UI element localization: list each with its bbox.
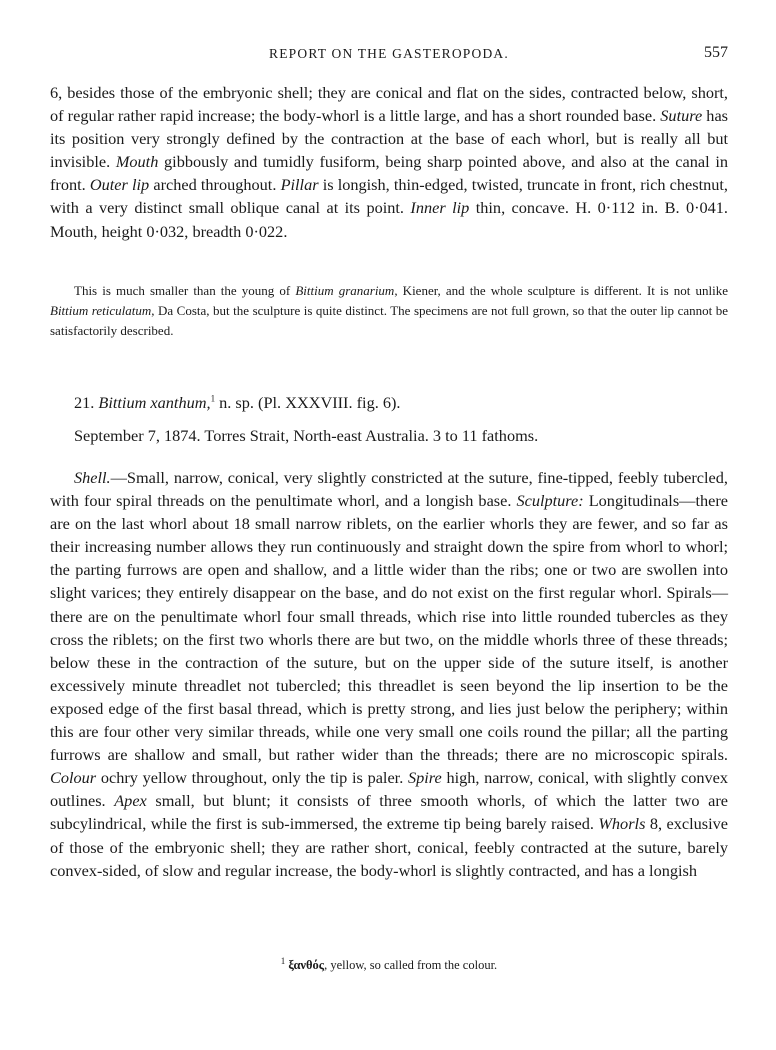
footnote-marker: 1 <box>280 955 286 966</box>
pillar-label: Pillar <box>280 175 319 195</box>
species-ref-reticulatum: Bittium reticulatum <box>50 303 152 318</box>
remark-note: This is much smaller than the young of Bittium granarium, Kiener, and the whole sculpture is different. It is not unlike Bittium reticulatum, Da Costa, but the sculpture is quite distinct. The specimens are not full grown, so that the outer lip cannot be satisfactorily described. <box>50 283 729 338</box>
apex-label: Apex <box>114 791 147 811</box>
species-heading: 21. Bittium xanthum,$^1$ n. sp. (Pl. XXXVIII. fig. 6). <box>74 393 401 412</box>
page-header <box>50 44 728 66</box>
footnote-ref: 1 <box>210 393 216 404</box>
page-number: 557 <box>704 44 728 61</box>
continued-description: 6, besides those of the embryonic shell; they are conical and flat on the sides, contracted below, short, of regular rather rapid increase; the body-whorl is a little large, and has a short rounded base. Suture has its position very strongly defined by the contraction at the base of each whorl, but is really all but invisible. Mouth gibbously and tumidly fusiform, being sharp pointed above, and also at the canal in front. Outer lip arched throughout. Pillar is longish, thin-edged, twisted, truncate in front, rich chestnut, with a very distinct small oblique canal at its point. Inner lip thin, concave. H. 0·112 in. B. 0·041. Mouth, height 0·032, breadth 0·022. <box>50 83 729 241</box>
species-name: Bittium xanthum, <box>98 393 211 412</box>
running-head: REPORT ON THE GASTEROPODA. <box>269 46 509 61</box>
outer-lip-label: Outer lip <box>89 175 150 195</box>
species-ref-granarium: Bittium granarium <box>295 283 395 298</box>
shell-label: Shell. <box>74 468 111 487</box>
whorls-label: Whorls <box>598 814 646 834</box>
mouth-label: Mouth <box>115 152 159 172</box>
colour-label: Colour <box>50 768 97 788</box>
suture-label: Suture <box>660 106 703 126</box>
inner-lip-label: Inner lip <box>410 198 470 218</box>
shell-description: Shell.—Small, narrow, conical, very slightly constricted at the suture, fine-tipped, feebly tubercled, with four spiral threads on the penultimate whorl, and a longish base. Sculpture: Longitudinals—there are on the last whorl about 18 small narrow riblets, on the earlier whorls they are fewer, and so far as their increasing number allows they run continuously and straight down the spire from whorl to whorl; the parting furrows are open and shallow, and a little wider than the ribs; one or two are swollen into slight varices; they entirely disappear on the base, and do not exist on the first regular whorl. Spirals—there are on the penultimate whorl four small threads, which rise into little rounded tubercles as they cross the riblets; on the first two whorls there are but two, on the middle whorls three of these threads; below these in the contraction of the suture, but on the upper side of the suture itself, is another excessively minute threadlet not tubercled; this threadlet is seen beyond the lip insertion to be the exposed edge of the first basal thread, which is pretty strong, and lies just below the periphery; within this are four other very similar threads, while one very small one coils round the pillar; all the parting furrows are shallow and small, but rather wider than the threads; there are no microscopic spirals. Colour ochry yellow throughout, only the tip is paler. Spire high, narrow, conical, with slightly convex outlines. Apex small, but blunt; it consists of three smooth whorls, of which the latter two are subcylindrical, while the first is sub-immersed, the extreme tip being barely raised. Whorls 8, exclusive of those of the embryonic shell; they are rather short, conical, feebly contracted at the suture, barely convex-sided, of slow and regular increase, the body-whorl is slightly contracted, and has a longish <box>50 468 728 880</box>
footnote: $^1$ ξανθός, yellow, so called from the colour. <box>280 955 498 972</box>
spire-label: Spire <box>407 768 442 788</box>
footnote-greek-word: ξανθός <box>288 958 325 972</box>
sculpture-label: Sculpture: <box>516 491 584 511</box>
station-line: September 7, 1874. Torres Strait, North-east Australia. 3 to 11 fathoms. <box>74 426 539 445</box>
